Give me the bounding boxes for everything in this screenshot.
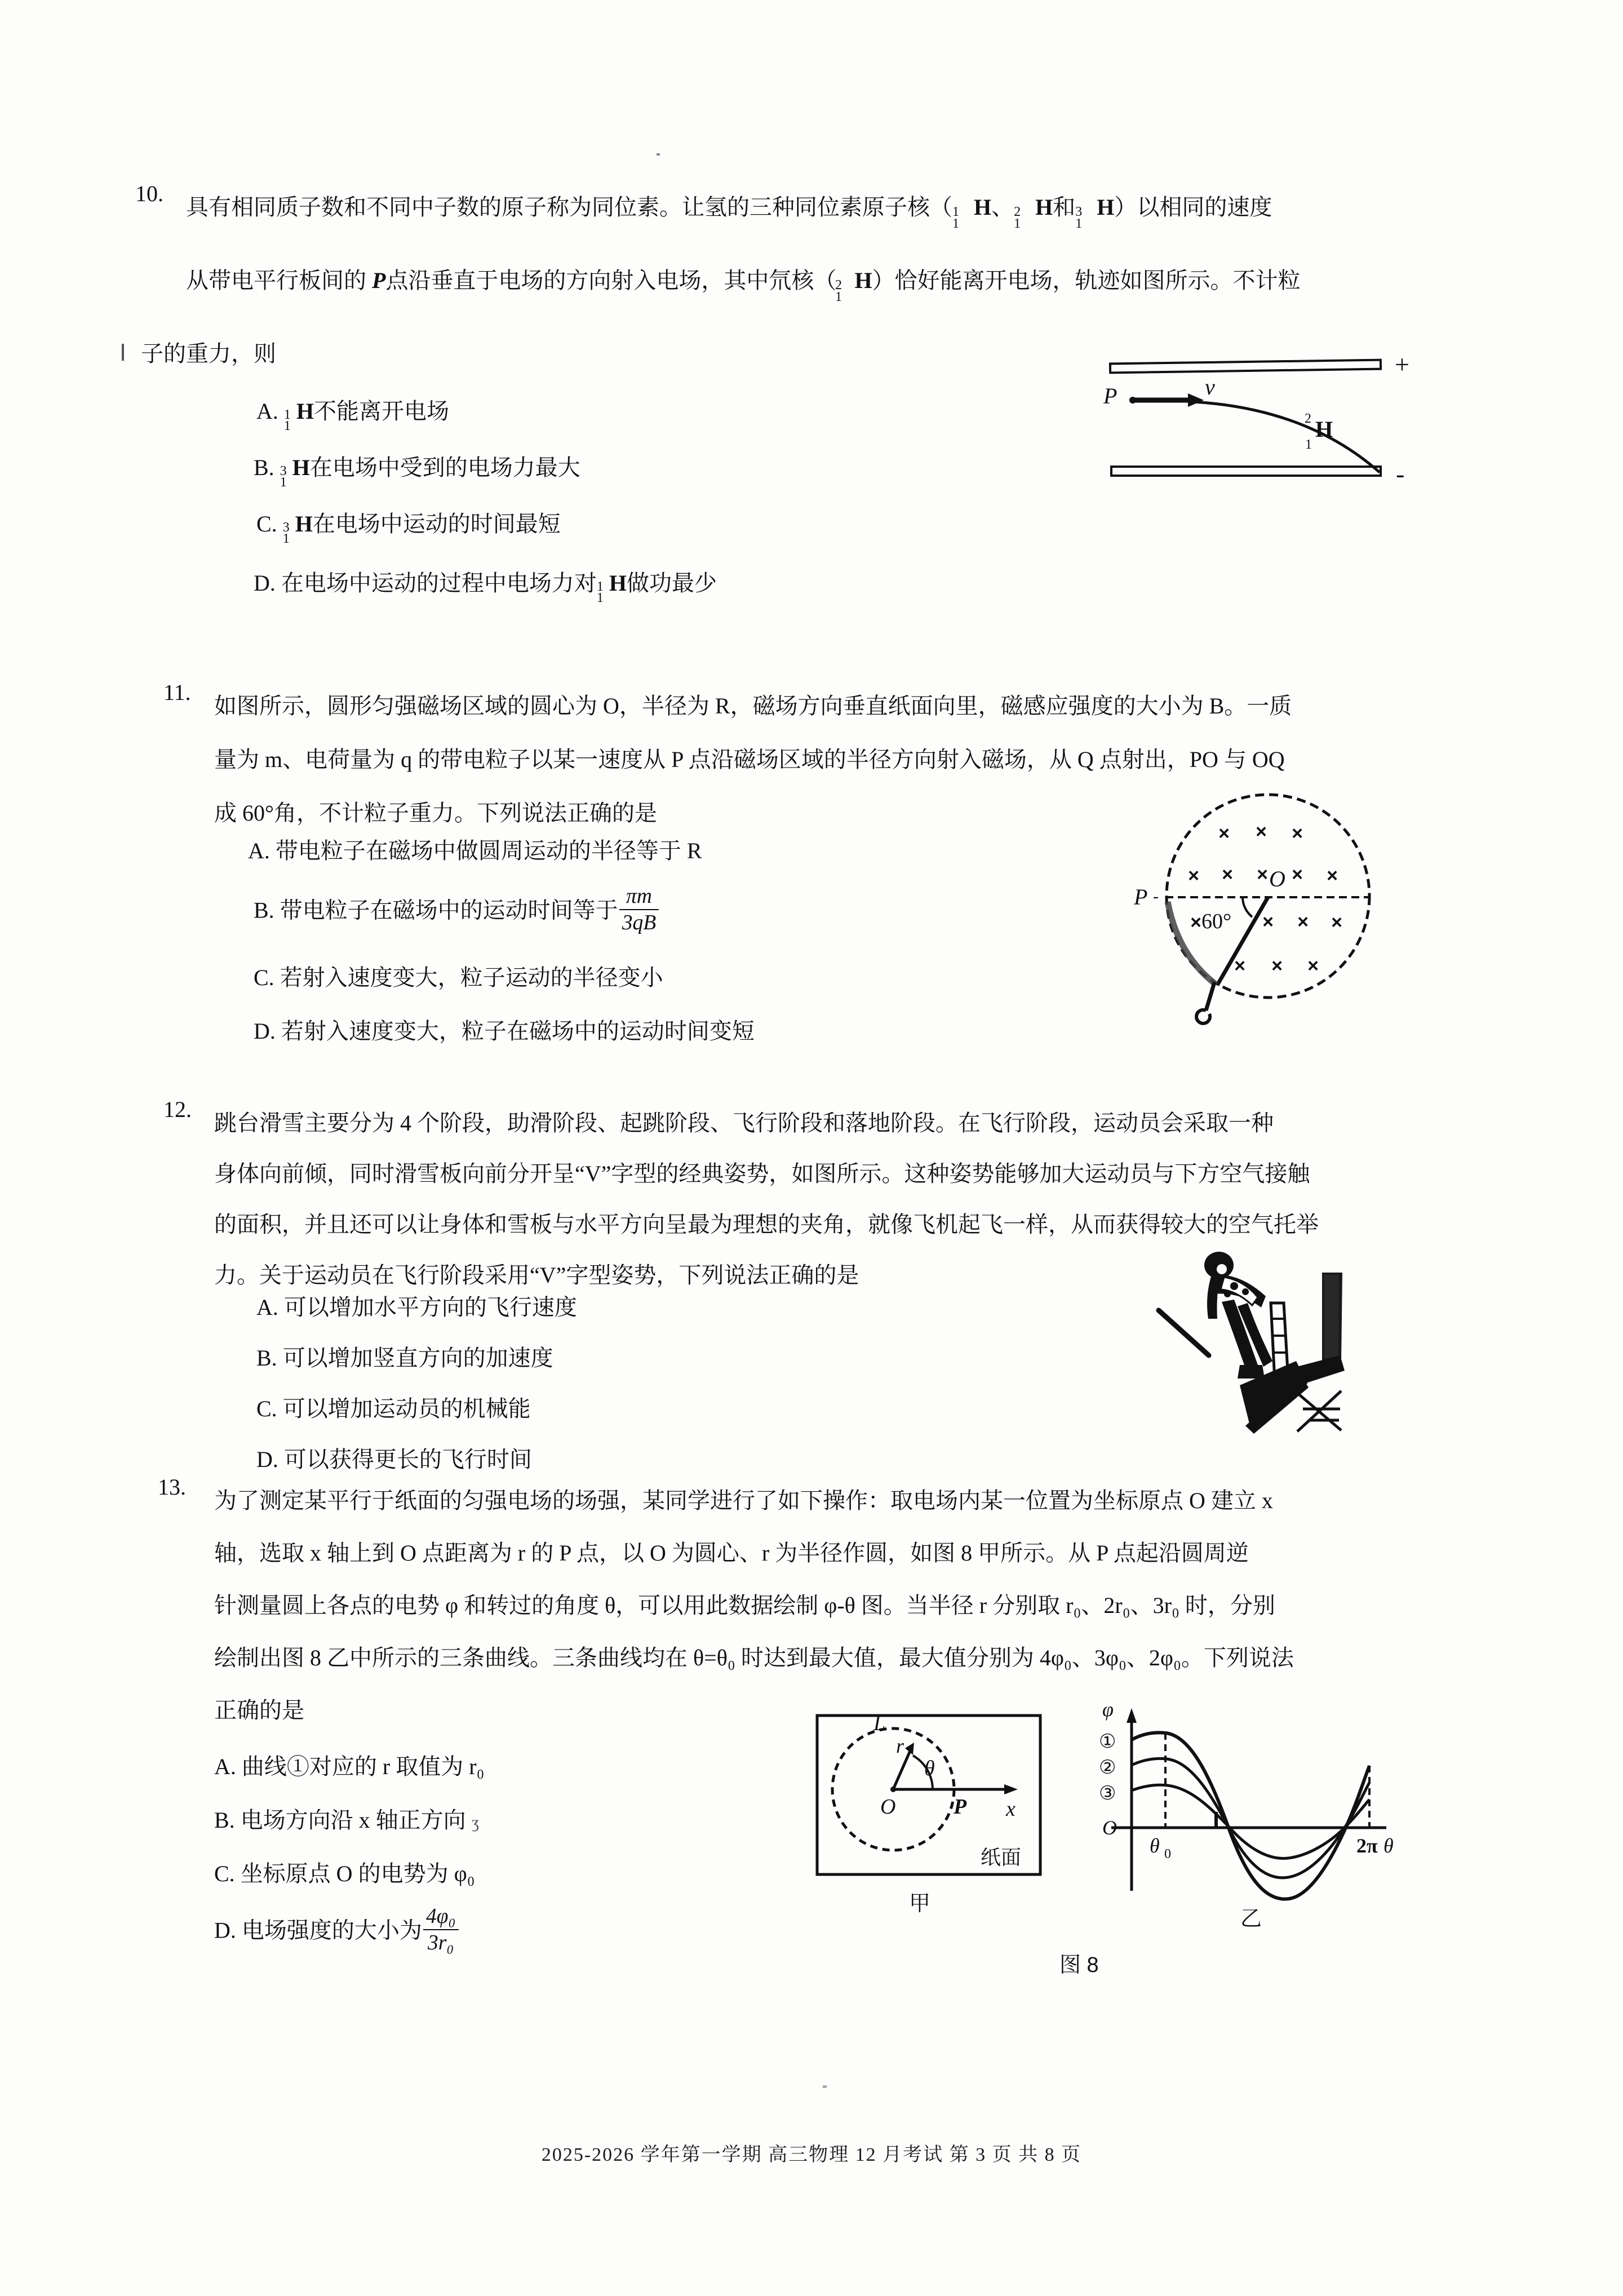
q10-optD-label: D. (254, 570, 276, 596)
svg-text:纸面: 纸面 (981, 1846, 1022, 1869)
q12-optC-label: C. (256, 1396, 277, 1421)
q13-optC-text: 坐标原点 O 的电势为 φ₀ (240, 1861, 475, 1886)
svg-text:2: 2 (1305, 411, 1311, 426)
q10-stem-part-d: ）以相同的速度 (1114, 194, 1272, 220)
svg-text:P: P (954, 1795, 967, 1819)
page-footer: 2025-2026 学年第一学期 高三物理 12 月考试 第 3 页 共 8 页 (541, 2144, 1082, 2165)
q11-optC-label: C. (254, 965, 274, 990)
question-13-stem-line-3: 针测量圆上各点的电势 φ 和转过的角度 θ，可以用此数据绘制 φ-θ 图。当半径 r 分别取 r₀、2r₀、3r₀ 时，分别 (214, 1593, 1275, 1618)
nuclide-3H-optB: 3 1 (280, 463, 287, 490)
question-12-stem-line-3: 的面积，并且还可以让身体和雪板与水平方向呈最为理想的夹角，就像飞机起飞一样，从而获得较大的空气托举 (214, 1212, 1319, 1237)
question-12-option-B (256, 1333, 553, 1384)
question-11-stem-line-1: 如图所示，圆形匀强磁场区域的圆心为 O，半径为 R，磁场方向垂直纸面向里，磁感应强度的大小为 B。一质 (214, 693, 1292, 719)
q11-optB-frac-den: 3qB (622, 911, 657, 935)
bottom-plate (1111, 467, 1381, 476)
q12-optA-text: 可以增加水平方向的飞行速度 (283, 1295, 577, 1320)
q12-optA-label: A. (256, 1295, 278, 1320)
svg-text:+: + (1395, 350, 1409, 379)
q12-optC-text: 可以增加运动员的机械能 (282, 1396, 531, 1421)
q11-optD-text: 若射入速度变大，粒子在磁场中的运动时间变短 (281, 1018, 755, 1044)
q10-optA-text: 不能离开电场 (314, 398, 450, 424)
q11-optA-text: 带电粒子在磁场中做圆周运动的半径等于 R (275, 838, 702, 863)
q11-optC-text: 若射入速度变大，粒子运动的半径变小 (280, 965, 663, 990)
question-11-number: 11. (163, 680, 191, 705)
svg-text:×: × (1262, 911, 1274, 933)
nuclide-1H-a: 1 1 (952, 204, 959, 232)
svg-text:φ: φ (1102, 1705, 1114, 1721)
question-10-number: 10. (135, 181, 163, 206)
question-10-option-A: A. 1 1 H不能离开电场 (256, 386, 449, 437)
svg-text:×: × (1190, 912, 1201, 933)
question-10-stem-line-3: 子的重力，则 (141, 341, 276, 366)
question-10-stem-line-1: 具有相同质子数和不同中子数的原子称为同位素。让氢的三种同位素原子核（ 1 1 H、 2 1 H和 3 1 H）以相同的速度 (186, 180, 1272, 234)
svg-text:P: P (1134, 884, 1148, 910)
question-10-stem-line-2: 从带电平行板间的 P点沿垂直于电场的方向射入电场，其中氘核（ 2 1 H）恰好能离开电场，轨迹如图所示。不计粒 (186, 254, 1301, 308)
question-13-figure-jia (812, 1713, 1048, 1939)
svg-text:O: O (1102, 1816, 1117, 1839)
q10-point-P: P (372, 268, 386, 293)
svg-text:0: 0 (1164, 1847, 1171, 1861)
question-11-stem-line-2: 量为 m、电荷量为 q 的带电粒子以某一速度从 P 点沿磁场区域的半径方向射入磁场，从 Q 点射出，PO 与 OQ (214, 747, 1285, 772)
question-13-stem-line-2: 轴，选取 x 轴上到 O 点距离为 r 的 P 点，以 O 为圆心、r 为半径作圆，如图 8 甲所示。从 P 点起沿圆周逆 (214, 1540, 1249, 1566)
nuclide-1H-optA: 1 1 (283, 407, 291, 433)
svg-text:-: - (1396, 459, 1405, 488)
q13-optD-frac-num: 4φ₀ (423, 1905, 459, 1930)
q10-optD-text-b: 做功最少 (627, 570, 717, 596)
svg-text:×: × (1222, 864, 1233, 885)
svg-text:×: × (1271, 955, 1283, 977)
svg-text:甲: 甲 (908, 1892, 931, 1916)
question-12-option-A (256, 1282, 577, 1333)
svg-text:H: H (1315, 416, 1333, 442)
nuclide-3H-optC: 3 1 (282, 520, 290, 546)
top-plate (1110, 360, 1381, 373)
q10-stem2-part-c: ）恰好能离开电场，轨迹如图所示。不计粒 (872, 268, 1301, 293)
q13-optD-frac-den: 3r₀ (427, 1931, 454, 1955)
question-13-option-B (214, 1795, 479, 1848)
svg-text:-: - (1153, 887, 1159, 906)
stray-mark-left (122, 344, 124, 361)
svg-text:x: x (1006, 1797, 1016, 1821)
q13-optB-label: B. (214, 1807, 235, 1833)
svg-text:③: ③ (1099, 1783, 1116, 1804)
question-13-stem-line-1: 为了测定某平行于纸面的匀强电场的场强，某同学进行了如下操作：取电场内某一位置为坐标原点 O 建立 x (214, 1488, 1273, 1513)
question-11-figure (1099, 786, 1437, 1034)
question-12-stem-line-2: 身体向前倾，同时滑雪板向前分开呈“V”字型的经典姿势，如图所示。这种姿势能够加大运动员与下方空气接触 (214, 1161, 1310, 1186)
q13-optA-text: 曲线①对应的 r 取值为 r₀ (241, 1754, 485, 1779)
svg-text:×: × (1292, 823, 1303, 844)
q10-optA-label: A. (256, 398, 278, 424)
svg-text:×: × (1327, 865, 1338, 887)
svg-text:2π: 2π (1356, 1834, 1378, 1857)
question-12-option-C (256, 1384, 531, 1434)
svg-text:×: × (1292, 864, 1303, 885)
svg-text:θ: θ (1383, 1834, 1394, 1857)
question-10-option-C: C. 3 1 H在电场中运动的时间最短 (256, 499, 561, 549)
q13-optD-text: 电场强度的大小为 (241, 1917, 422, 1943)
svg-text:L: L (873, 1713, 886, 1735)
q10-stem-part-c: 和 (1053, 194, 1076, 220)
svg-text:×: × (1331, 912, 1342, 933)
svg-text:×: × (1234, 955, 1245, 977)
question-10-option-B: B. 3 1 H在电场中受到的电场力最大 (254, 442, 580, 493)
q11-optA-label: A. (248, 838, 270, 863)
question-12-stem-line-4: 力。关于运动员在飞行阶段采用“V”字型姿势，下列说法正确的是 (214, 1262, 859, 1288)
stray-mark-bottom (823, 2085, 827, 2088)
question-12-stem-line-1: 跳台滑雪主要分为 4 个阶段，助滑阶段、起跳阶段、飞行阶段和落地阶段。在飞行阶段，运动员会采取一种 (214, 1110, 1274, 1136)
q13-optB-stray-glyph: ʒ (471, 1813, 480, 1832)
q10-optC-label: C. (256, 511, 277, 537)
svg-text:×: × (1297, 911, 1309, 933)
stray-mark-top (657, 153, 660, 156)
q10-stem-part-b: 、 (991, 194, 1014, 220)
svg-text:v: v (1205, 374, 1215, 400)
question-12-figure (1155, 1240, 1420, 1471)
svg-text:O: O (1269, 866, 1285, 892)
question-11-stem-line-3: 成 60°角，不计粒子重力。下列说法正确的是 (214, 800, 657, 826)
nuclide-2H-inline: 2 1 (835, 277, 842, 305)
q11-optB-text: 带电粒子在磁场中的运动时间等于 (280, 897, 618, 923)
q13-optB-text: 电场方向沿 x 轴正方向 (240, 1807, 466, 1833)
svg-text:乙: 乙 (1240, 1907, 1262, 1931)
question-13-option-A (214, 1741, 484, 1792)
nuclide-2H: 2 1 (1014, 204, 1021, 232)
q10-optD-text-a: 在电场中运动的过程中电场力对 (281, 570, 597, 596)
q12-optD-text: 可以获得更长的飞行时间 (283, 1447, 532, 1472)
question-11-option-A (248, 826, 702, 876)
question-11-option-B (254, 885, 660, 936)
svg-text:×: × (1256, 821, 1267, 843)
svg-text:r: r (896, 1735, 904, 1757)
svg-text:θ: θ (924, 1757, 935, 1780)
q13-optC-label: C. (214, 1861, 235, 1886)
nuclide-3H: 3 1 (1075, 204, 1083, 232)
question-13-option-C (214, 1849, 475, 1899)
svg-text:60°: 60° (1201, 910, 1232, 933)
q10-stem-part-a: 具有相同质子数和不同中子数的原子称为同位素。让氢的三种同位素原子核（ (186, 194, 952, 220)
svg-text:P: P (1103, 383, 1118, 409)
nuclide-1H-optD: 1 1 (596, 579, 604, 605)
svg-text:②: ② (1099, 1757, 1116, 1778)
q11-optB-label: B. (254, 897, 274, 923)
q10-optB-label: B. (254, 455, 274, 480)
q12-optB-label: B. (256, 1345, 277, 1371)
q13-optA-label: A. (214, 1754, 236, 1779)
q10-stem2-part-a: 从带电平行板间的 (186, 268, 366, 293)
question-13-stem-line-4: 绘制出图 8 乙中所示的三条曲线。三条曲线均在 θ=θ₀ 时达到最大值，最大值分别为 4φ₀、3φ₀、2φ₀。下列说法 (214, 1645, 1294, 1670)
svg-text:×: × (1307, 955, 1319, 977)
question-13-figure-yi (1082, 1705, 1398, 1942)
question-13-stem-line-5: 正确的是 (214, 1697, 304, 1723)
question-13-number: 13. (158, 1474, 186, 1500)
question-11-option-D (254, 1006, 755, 1057)
q11-optB-frac-num: πm (619, 885, 659, 910)
svg-text:O: O (880, 1795, 896, 1819)
q12-optD-label: D. (256, 1447, 278, 1472)
curve-1 (1132, 1732, 1369, 1899)
q10-optC-text: 在电场中运动的时间最短 (312, 511, 561, 537)
q11-optD-label: D. (254, 1018, 276, 1044)
question-10-option-D: D. 在电场中运动的过程中电场力对 1 1 H做功最少 (254, 558, 717, 609)
svg-text:×: × (1257, 864, 1268, 885)
figure-8-caption: 图 8 (1059, 1953, 1099, 1977)
svg-text:×: × (1188, 865, 1199, 887)
svg-text:1: 1 (1305, 437, 1312, 452)
question-10-figure (1088, 338, 1460, 502)
q11-optB-fraction (619, 885, 659, 935)
question-11-option-C (254, 952, 663, 1003)
q10-optB-text: 在电场中受到的电场力最大 (309, 455, 580, 480)
question-13-option-D (214, 1905, 460, 1956)
svg-text:θ: θ (1150, 1834, 1160, 1857)
q13-optD-fraction (423, 1905, 459, 1955)
question-12-number: 12. (163, 1097, 192, 1122)
q10-stem2-part-b: 点沿垂直于电场的方向射入电场，其中氘核（ (385, 268, 837, 293)
q13-optD-label: D. (214, 1917, 236, 1943)
q12-optB-text: 可以增加竖直方向的加速度 (282, 1345, 553, 1371)
svg-text:×: × (1218, 823, 1230, 844)
svg-text:①: ① (1099, 1731, 1116, 1752)
